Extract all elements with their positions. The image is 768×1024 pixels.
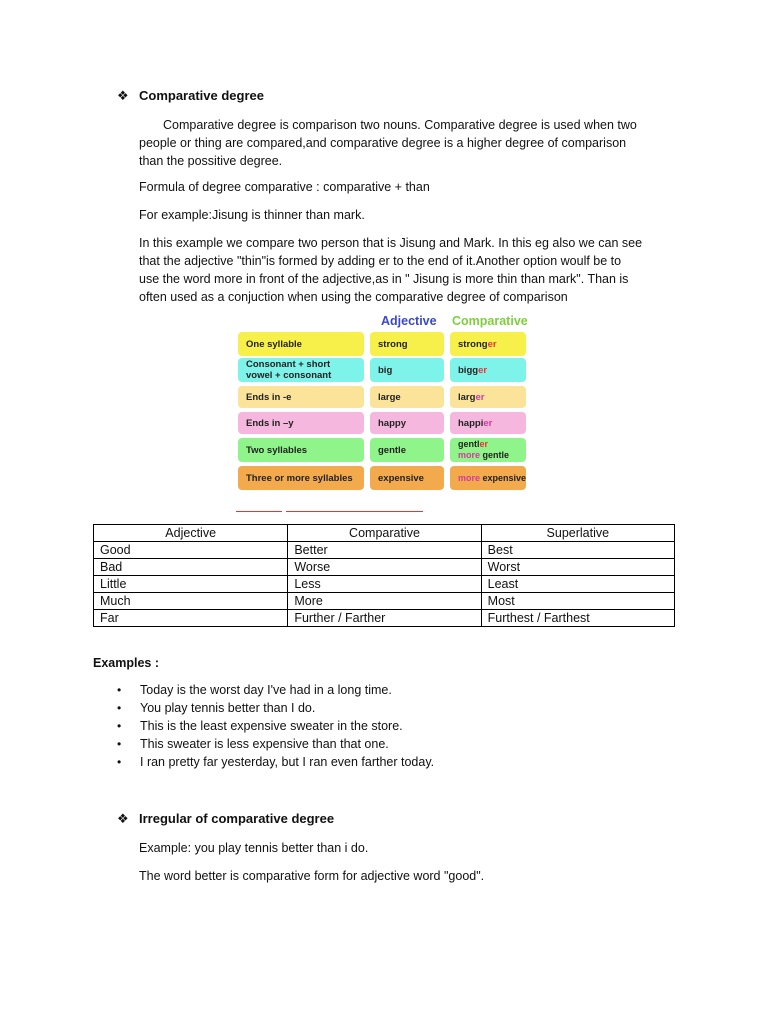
red-underline [286,511,423,512]
table-cell: Far [94,610,288,627]
table-cell: Less [288,576,481,593]
adjective-cell: gentle [370,438,444,462]
table-cell: Most [481,593,674,610]
comparative-cell: more expensive [450,466,526,490]
table-row [94,559,675,576]
red-underline [236,511,282,512]
rule-cell: One syllable [238,332,364,356]
comparative-cell: bigg er [450,358,526,382]
list-item: • This is the least expensive sweater in the store. [117,719,403,733]
examples-list [117,681,434,771]
paragraph-line: that the adjective "thin"is formed by adding er to the end of it.Another option woulf be to [139,254,622,268]
column-header: Comparative [288,525,481,542]
bullet-icon: • [117,683,122,697]
table-cell: Little [94,576,288,593]
section-heading: Irregular of comparative degree [139,811,335,826]
formula-text: Formula of degree comparative : comparative + than [139,180,430,194]
table-cell: Furthest / Farthest [481,610,674,627]
paragraph-line: use the word more in front of the adjective,as in " Jisung is more thin than mark". Than is [139,272,629,286]
table-cell: Good [94,542,288,559]
table-cell: Best [481,542,674,559]
table-row [94,593,675,610]
adjective-cell: happy [370,412,444,434]
paragraph-line: often used as a conjuction when using the comparative degree of comparison [139,290,568,304]
example-text: For example:Jisung is thinner than mark. [139,208,365,222]
table-cell: Least [481,576,674,593]
table-cell: Much [94,593,288,610]
list-item: • You play tennis better than I do. [117,701,316,715]
comparative-cell: strong er [450,332,526,356]
table-cell: More [288,593,481,610]
irregular-forms-table [93,524,675,627]
infographic-header-comparative: Comparative [452,314,528,328]
rule-cell: Ends in -e [238,386,364,408]
comparative-cell: larg er [450,386,526,408]
column-header: Adjective [94,525,288,542]
table-header-row [94,525,675,542]
rule-cell: Three or more syllables [238,466,364,490]
table-row [94,610,675,627]
example-text: Example: you play tennis better than i do. [139,841,369,855]
bullet-icon: • [117,755,122,769]
section-heading: Comparative degree [139,88,264,103]
table-cell: Worst [481,559,674,576]
column-header: Superlative [481,525,674,542]
bullet-icon: • [117,737,122,751]
rule-cell: Ends in –y [238,412,364,434]
examples-label: Examples : [93,656,160,670]
table-cell: Better [288,542,481,559]
explanation-text: The word better is comparative form for adjective word "good". [139,869,485,883]
table-cell: Bad [94,559,288,576]
paragraph-line: Comparative degree is comparison two nouns. Comparative degree is used when two [163,118,637,132]
infographic-header-adjective: Adjective [381,314,437,328]
comparative-rules-infographic [234,310,530,492]
bullet-icon: • [117,701,122,715]
table-cell: Further / Farther [288,610,481,627]
bullet-icon: • [117,719,122,733]
list-item: • I ran pretty far yesterday, but I ran even farther today. [117,755,435,769]
paragraph-line: people or thing are compared,and comparative degree is a higher degree of comparison [139,136,627,150]
section-bullet-icon: ❖ [117,88,129,103]
comparative-cell: gentler more gentle [450,438,526,462]
paragraph-line: than the possitive degree. [139,154,283,168]
table-cell: Worse [288,559,481,576]
section-bullet-icon: ❖ [117,811,129,826]
table-row [94,576,675,593]
paragraph-line: In this example we compare two person that is Jisung and Mark. In this eg also we can see [139,236,643,250]
rule-cell: Consonant + short vowel + consonant [238,358,364,382]
list-item: • This sweater is less expensive than that one. [117,737,389,751]
rule-cell: Two syllables [238,438,364,462]
table-row [94,542,675,559]
adjective-cell: expensive [370,466,444,490]
adjective-cell: large [370,386,444,408]
adjective-cell: big [370,358,444,382]
list-item: • Today is the worst day I've had in a long time. [117,683,392,697]
comparative-cell: happi er [450,412,526,434]
adjective-cell: strong [370,332,444,356]
